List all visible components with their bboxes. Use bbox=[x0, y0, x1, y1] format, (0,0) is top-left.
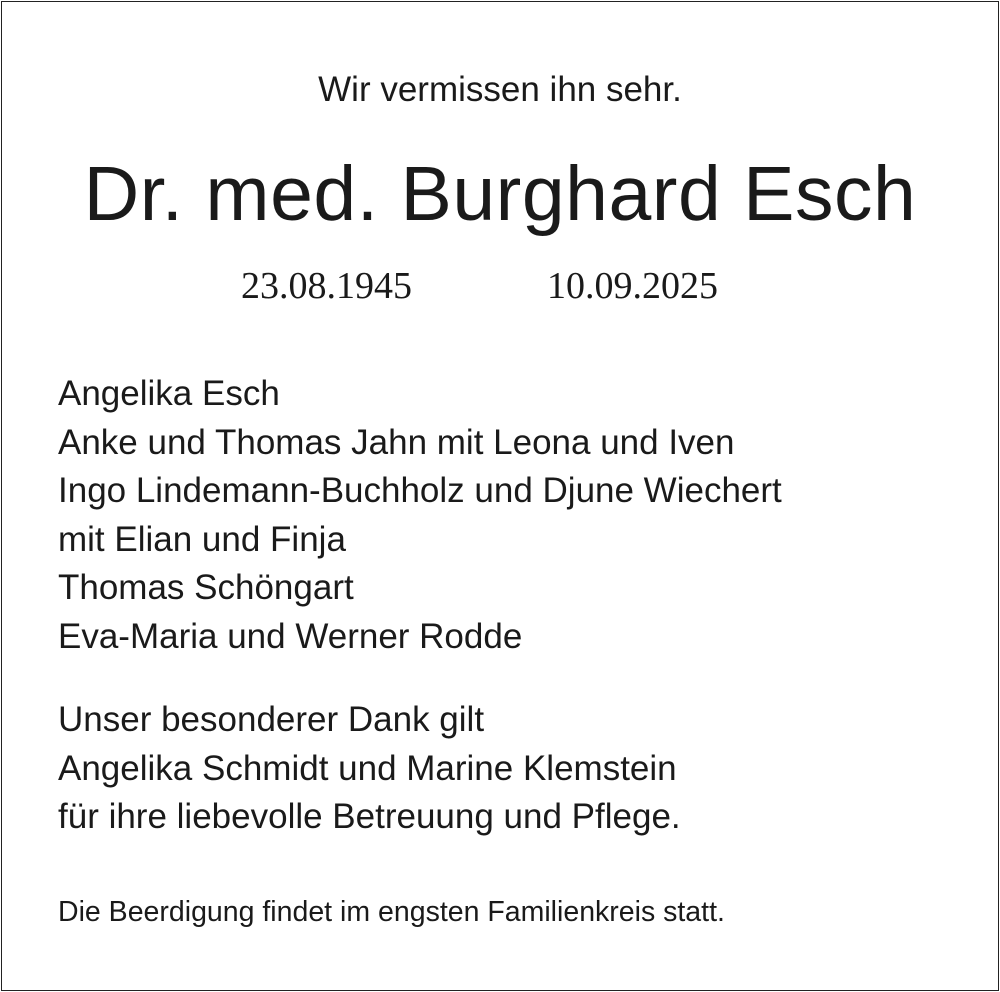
family-line: Eva-Maria und Werner Rodde bbox=[58, 616, 523, 656]
family-line: mit Elian und Finja bbox=[58, 519, 346, 559]
tagline: Wir vermissen ihn sehr. bbox=[318, 70, 682, 109]
family-line: Angelika Esch bbox=[58, 374, 280, 413]
family-line: Thomas Schöngart bbox=[58, 568, 354, 607]
family-line: Anke und Thomas Jahn mit Leona und Iven bbox=[58, 422, 735, 462]
thanks-line: Unser besonderer Dank gilt bbox=[58, 700, 485, 739]
deceased-name: Dr. med. Burghard Esch bbox=[83, 151, 917, 237]
death-date: 10.09.2025 bbox=[547, 265, 718, 307]
thanks-section bbox=[58, 696, 681, 842]
thanks-line: für ihre liebevolle Betreuung und Pflege. bbox=[58, 797, 681, 836]
funeral-note: Die Beerdigung findet im engsten Familienkreis statt. bbox=[58, 896, 725, 928]
family-line: Ingo Lindemann-Buchholz und Djune Wiechert bbox=[58, 471, 782, 510]
family-list bbox=[58, 370, 782, 661]
birth-date: 23.08.1945 bbox=[241, 265, 412, 307]
thanks-line: Angelika Schmidt und Marine Klemstein bbox=[58, 748, 677, 788]
